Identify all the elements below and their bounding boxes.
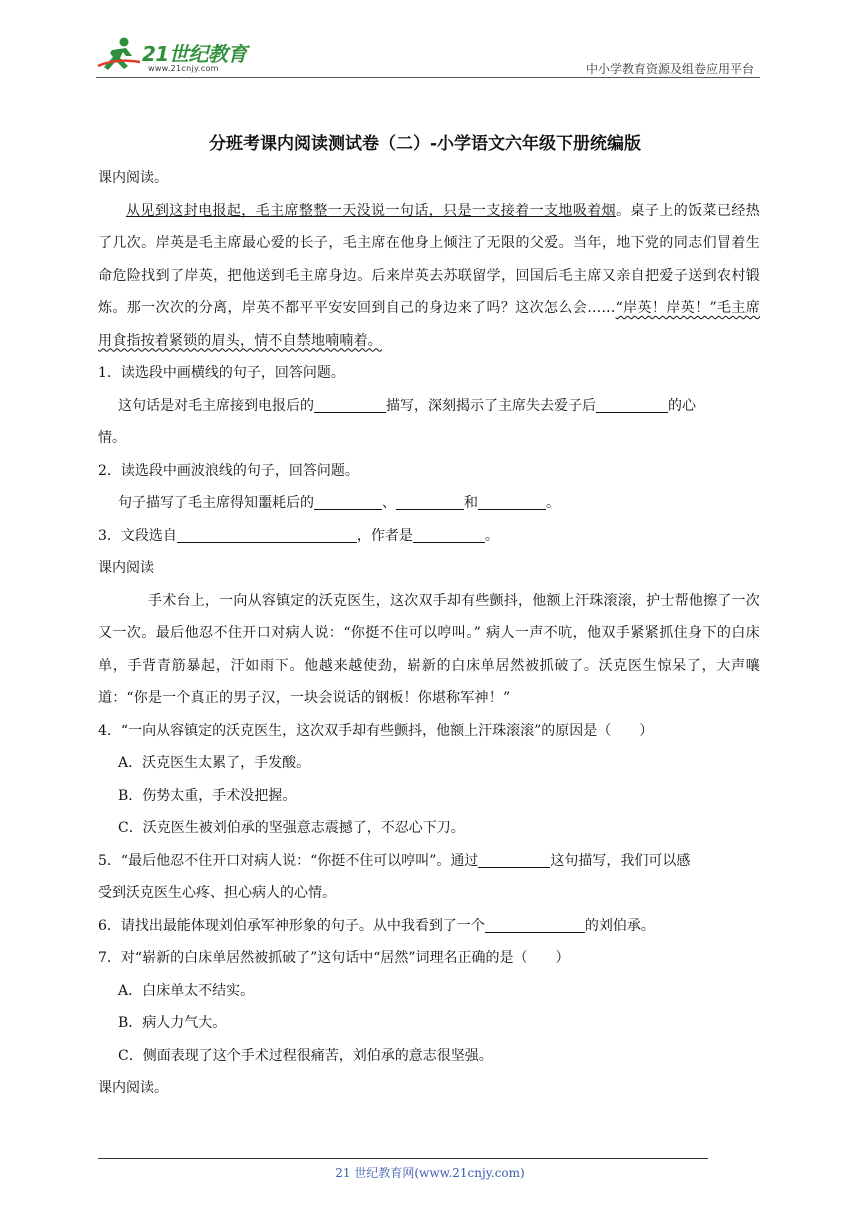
question-5-continuation: 受到沃克医生心疼、担心病人的心情。 (98, 885, 336, 901)
section-label: 课内阅读。 (98, 170, 168, 186)
option-c[interactable]: C．侧面表现了这个手术过程很痛苦，刘伯承的意志很坚强。 (118, 1047, 493, 1064)
question-text: 这句描写，我们可以感 (550, 852, 691, 869)
footer-link[interactable]: 21 世纪教育网(www.21cnjy.com) (335, 1166, 525, 1180)
section-label: 课内阅读 (98, 560, 154, 576)
answer-blank[interactable] (396, 491, 464, 510)
question-5 (98, 845, 760, 878)
question-text: 。 (484, 527, 499, 544)
option-a[interactable]: A．沃克医生太累了，手发酸。 (118, 755, 311, 771)
question-text: ，作者是 (356, 527, 413, 544)
document-body (98, 126, 760, 1105)
answer-blank[interactable] (177, 524, 357, 543)
answer-blank[interactable] (596, 394, 668, 413)
logo-text: 21世纪教育 (142, 42, 247, 66)
option-a[interactable]: A．白床单太不结实。 (118, 982, 255, 999)
platform-label: 中小学教育资源及组卷应用平台 (585, 62, 754, 76)
question-1-title: 1．读选段中画横线的句子，回答问题。 (98, 365, 345, 381)
answer-blank[interactable] (478, 849, 550, 868)
option-b[interactable]: B．伤势太重，手术没把握。 (118, 787, 297, 804)
runner-logo-icon (96, 36, 142, 74)
option-c[interactable]: C．沃克医生被刘伯承的坚强意志震撼了，不忍心下刀。 (118, 820, 465, 836)
question-text: 、 (382, 495, 396, 511)
reading-passage-2: 手术台上，一向从容镇定的沃克医生，这次双手却有些颤抖，他额上汗珠滚滚，护士帮他擦了一次又一次。最后他忍不住开口对病人说：“你挺不住可以哼叫。” 病人一声不吭，他双手紧紧抓住身下的白床单，手背青筋暴起，汗如雨下。他越来越使劲，崭新的白床单居然被抓破了。沃克医生惊呆了，大声嚷道：“你是一个真正的男子汉，一块会说话的钢板！你堪称军神！” (98, 592, 760, 706)
question-text: 描写，深刻揭示了主席失去爱子后 (386, 397, 596, 414)
question-text: 这句话是对毛主席接到电报后的 (118, 397, 314, 414)
logo-url: www.21cnjy.com (148, 64, 219, 73)
question-7-title: 7．对“崭新的白床单居然被抓破了”这句话中“居然”词理名正确的是（ ） (98, 950, 570, 966)
question-text: 。 (546, 495, 560, 511)
logo (96, 34, 266, 78)
question-2-body (98, 487, 760, 520)
answer-blank[interactable] (413, 524, 485, 543)
question-2-title: 2．读选段中画波浪线的句子，回答问题。 (98, 462, 359, 479)
question-text: 的心 (668, 397, 696, 414)
answer-blank[interactable] (314, 394, 386, 413)
question-6 (98, 910, 760, 943)
option-b[interactable]: B．病人力气大。 (118, 1015, 227, 1031)
answer-blank[interactable] (485, 914, 585, 933)
question-text: 6．请找出最能体现刘伯承军神形象的句子。从中我看到了一个 (98, 917, 485, 934)
question-text: 句子描写了毛主席得知噩耗后的 (118, 495, 314, 511)
question-text: 和 (464, 495, 478, 511)
question-text: 3．文段选自 (98, 527, 177, 544)
question-1-continuation: 情。 (98, 430, 126, 446)
question-text: 5．“最后他忍不住开口对病人说：“你挺不住可以哼叫”。通过 (98, 852, 479, 869)
page-header (96, 34, 760, 80)
passage-text: 。桌子上的饭菜已经热了几次。岸英是毛主席最心爱的长子，毛主席在他身上倾注了无限的父爱。当年，地下党的同志们冒着生命危险找到了岸英，把他送到毛主席身边。后来岸英去苏联留学，回国后毛主席又亲自把爱子送到农村锻炼。那一次次的分离，岸英不都平平安安回到自己的身边来了吗？这次怎么会…… (98, 202, 760, 316)
reading-passage-1 (98, 195, 760, 358)
underlined-sentence: 从见到这封电报起，毛主席整整一天没说一句话，只是一支接着一支地吸着烟 (126, 202, 617, 219)
answer-blank[interactable] (314, 491, 382, 510)
answer-blank[interactable] (478, 491, 546, 510)
question-4-title: 4．“一向从容镇定的沃克医生，这次双手却有些颤抖，他额上汗珠滚滚”的原因是（ ） (98, 722, 654, 739)
wavy-sentence: “岸英！岸英！”毛主席用食指按着紧锁的眉头，情不自禁地喃喃着。 (98, 300, 761, 349)
question-1-body (98, 390, 760, 423)
page-title: 分班考课内阅读测试卷（二）-小学语文六年级下册统编版 (208, 134, 642, 154)
question-3 (98, 520, 760, 553)
question-text: 的刘伯承。 (584, 917, 655, 934)
section-label: 课内阅读。 (98, 1080, 168, 1096)
footer-divider (98, 1158, 708, 1159)
header-divider (96, 77, 760, 78)
